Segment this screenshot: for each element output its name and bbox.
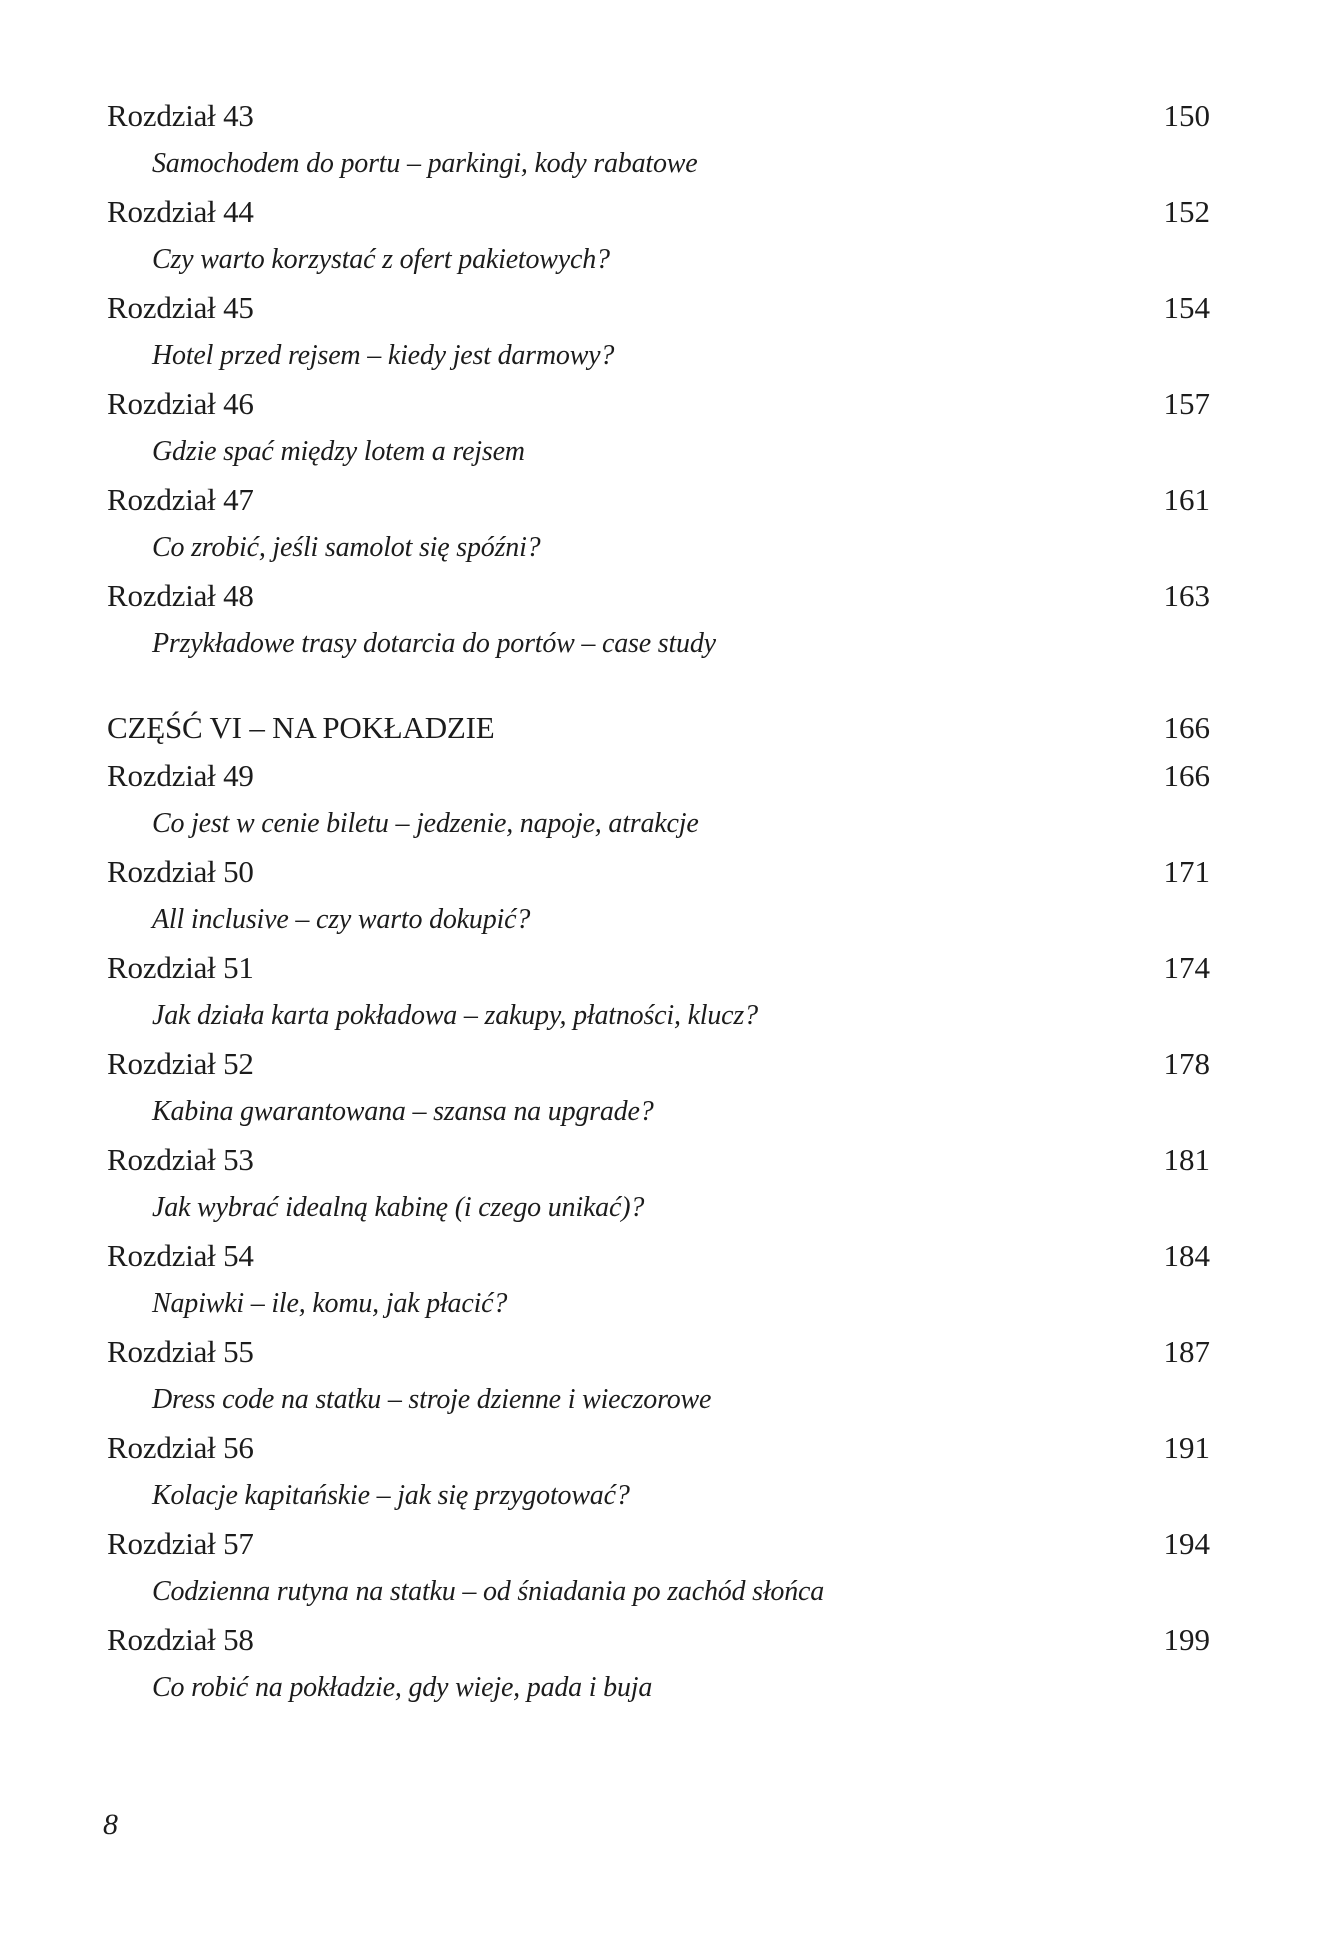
toc-chapter-entry <box>107 188 1210 284</box>
toc-chapter-row <box>107 1232 1210 1280</box>
toc-chapter-row <box>107 752 1210 800</box>
chapter-page-number: 166 <box>1163 758 1210 793</box>
chapter-subtitle: Czy warto korzystać z ofert pakietowych? <box>152 244 610 275</box>
chapter-page-number: 191 <box>1163 1430 1210 1465</box>
table-of-contents <box>107 92 1210 1712</box>
chapter-label: Rozdział 45 <box>107 290 254 325</box>
toc-chapter-entry <box>107 1040 1210 1136</box>
toc-chapter-entry <box>107 848 1210 944</box>
toc-chapter-row <box>107 380 1210 428</box>
chapter-subtitle: Kabina gwarantowana – szansa na upgrade? <box>152 1096 654 1127</box>
toc-part-heading-row <box>107 704 1210 752</box>
chapter-page-number: 152 <box>1163 194 1210 229</box>
footer-page-number: 8 <box>103 1808 118 1841</box>
toc-chapter-entry <box>107 944 1210 1040</box>
toc-chapter-entry <box>107 752 1210 848</box>
chapter-label: Rozdział 55 <box>107 1334 254 1369</box>
chapter-label: Rozdział 49 <box>107 758 254 793</box>
toc-chapter-row <box>107 848 1210 896</box>
chapter-subtitle: Hotel przed rejsem – kiedy jest darmowy? <box>152 340 615 371</box>
toc-chapter-row <box>107 1328 1210 1376</box>
toc-chapter-row <box>107 1424 1210 1472</box>
toc-chapter-row <box>107 188 1210 236</box>
chapter-label: Rozdział 56 <box>107 1430 254 1465</box>
toc-chapter-entry <box>107 476 1210 572</box>
toc-chapter-row <box>107 944 1210 992</box>
toc-chapter-entry <box>107 1328 1210 1424</box>
toc-chapter-row <box>107 1136 1210 1184</box>
chapter-label: Rozdział 47 <box>107 482 254 517</box>
toc-chapter-entry <box>107 1136 1210 1232</box>
chapter-page-number: 178 <box>1163 1046 1210 1081</box>
chapter-subtitle: Co robić na pokładzie, gdy wieje, pada i buja <box>152 1672 653 1703</box>
toc-chapter-row <box>107 476 1210 524</box>
chapter-label: Rozdział 53 <box>107 1142 254 1177</box>
chapter-page-number: 199 <box>1163 1622 1210 1657</box>
chapter-page-number: 194 <box>1163 1526 1210 1561</box>
toc-chapter-row <box>107 284 1210 332</box>
chapter-subtitle: Jak wybrać idealną kabinę (i czego unikać)? <box>152 1192 645 1223</box>
toc-chapter-row <box>107 1520 1210 1568</box>
chapter-label: Rozdział 44 <box>107 194 254 229</box>
chapter-subtitle: Przykładowe trasy dotarcia do portów – case study <box>152 628 716 659</box>
chapter-subtitle: All inclusive – czy warto dokupić? <box>152 904 531 935</box>
chapter-label: Rozdział 50 <box>107 854 254 889</box>
toc-chapter-row <box>107 1616 1210 1664</box>
chapter-subtitle: Napiwki – ile, komu, jak płacić? <box>152 1288 508 1319</box>
toc-chapter-entry <box>107 380 1210 476</box>
part-page-number: 166 <box>1163 710 1210 745</box>
chapter-label: Rozdział 46 <box>107 386 254 421</box>
toc-chapter-entry <box>107 1616 1210 1712</box>
chapter-label: Rozdział 57 <box>107 1526 254 1561</box>
chapter-subtitle: Jak działa karta pokładowa – zakupy, płatności, klucz? <box>152 1000 758 1031</box>
chapter-subtitle: Gdzie spać między lotem a rejsem <box>152 436 525 467</box>
chapter-subtitle: Kolacje kapitańskie – jak się przygotować? <box>152 1480 630 1511</box>
chapter-subtitle: Co jest w cenie biletu – jedzenie, napoje, atrakcje <box>152 808 699 839</box>
chapter-page-number: 181 <box>1163 1142 1210 1177</box>
chapter-page-number: 171 <box>1163 854 1210 889</box>
part-heading-label: CZĘŚĆ VI – NA POKŁADZIE <box>107 710 495 745</box>
toc-chapter-entry <box>107 92 1210 188</box>
toc-chapter-entry <box>107 1232 1210 1328</box>
chapter-page-number: 161 <box>1163 482 1210 517</box>
toc-chapter-entry <box>107 572 1210 668</box>
chapter-page-number: 154 <box>1163 290 1210 325</box>
chapter-page-number: 174 <box>1163 950 1210 985</box>
toc-chapter-row <box>107 92 1210 140</box>
toc-chapter-entry <box>107 1520 1210 1616</box>
chapter-page-number: 184 <box>1163 1238 1210 1273</box>
toc-chapter-entry <box>107 1424 1210 1520</box>
chapter-subtitle: Dress code na statku – stroje dzienne i wieczorowe <box>152 1384 712 1415</box>
chapter-label: Rozdział 54 <box>107 1238 254 1273</box>
chapter-label: Rozdział 48 <box>107 578 254 613</box>
chapter-label: Rozdział 58 <box>107 1622 254 1657</box>
chapter-label: Rozdział 43 <box>107 98 254 133</box>
chapter-page-number: 150 <box>1163 98 1210 133</box>
chapter-subtitle: Samochodem do portu – parkingi, kody rabatowe <box>152 148 698 179</box>
chapter-subtitle: Codzienna rutyna na statku – od śniadania po zachód słońca <box>152 1576 825 1607</box>
chapter-page-number: 163 <box>1163 578 1210 613</box>
chapter-subtitle: Co zrobić, jeśli samolot się spóźni? <box>152 532 541 563</box>
chapter-page-number: 157 <box>1163 386 1210 421</box>
toc-chapter-row <box>107 572 1210 620</box>
chapter-label: Rozdział 52 <box>107 1046 254 1081</box>
toc-chapter-row <box>107 1040 1210 1088</box>
toc-chapter-entry <box>107 284 1210 380</box>
chapter-label: Rozdział 51 <box>107 950 254 985</box>
chapter-page-number: 187 <box>1163 1334 1210 1369</box>
